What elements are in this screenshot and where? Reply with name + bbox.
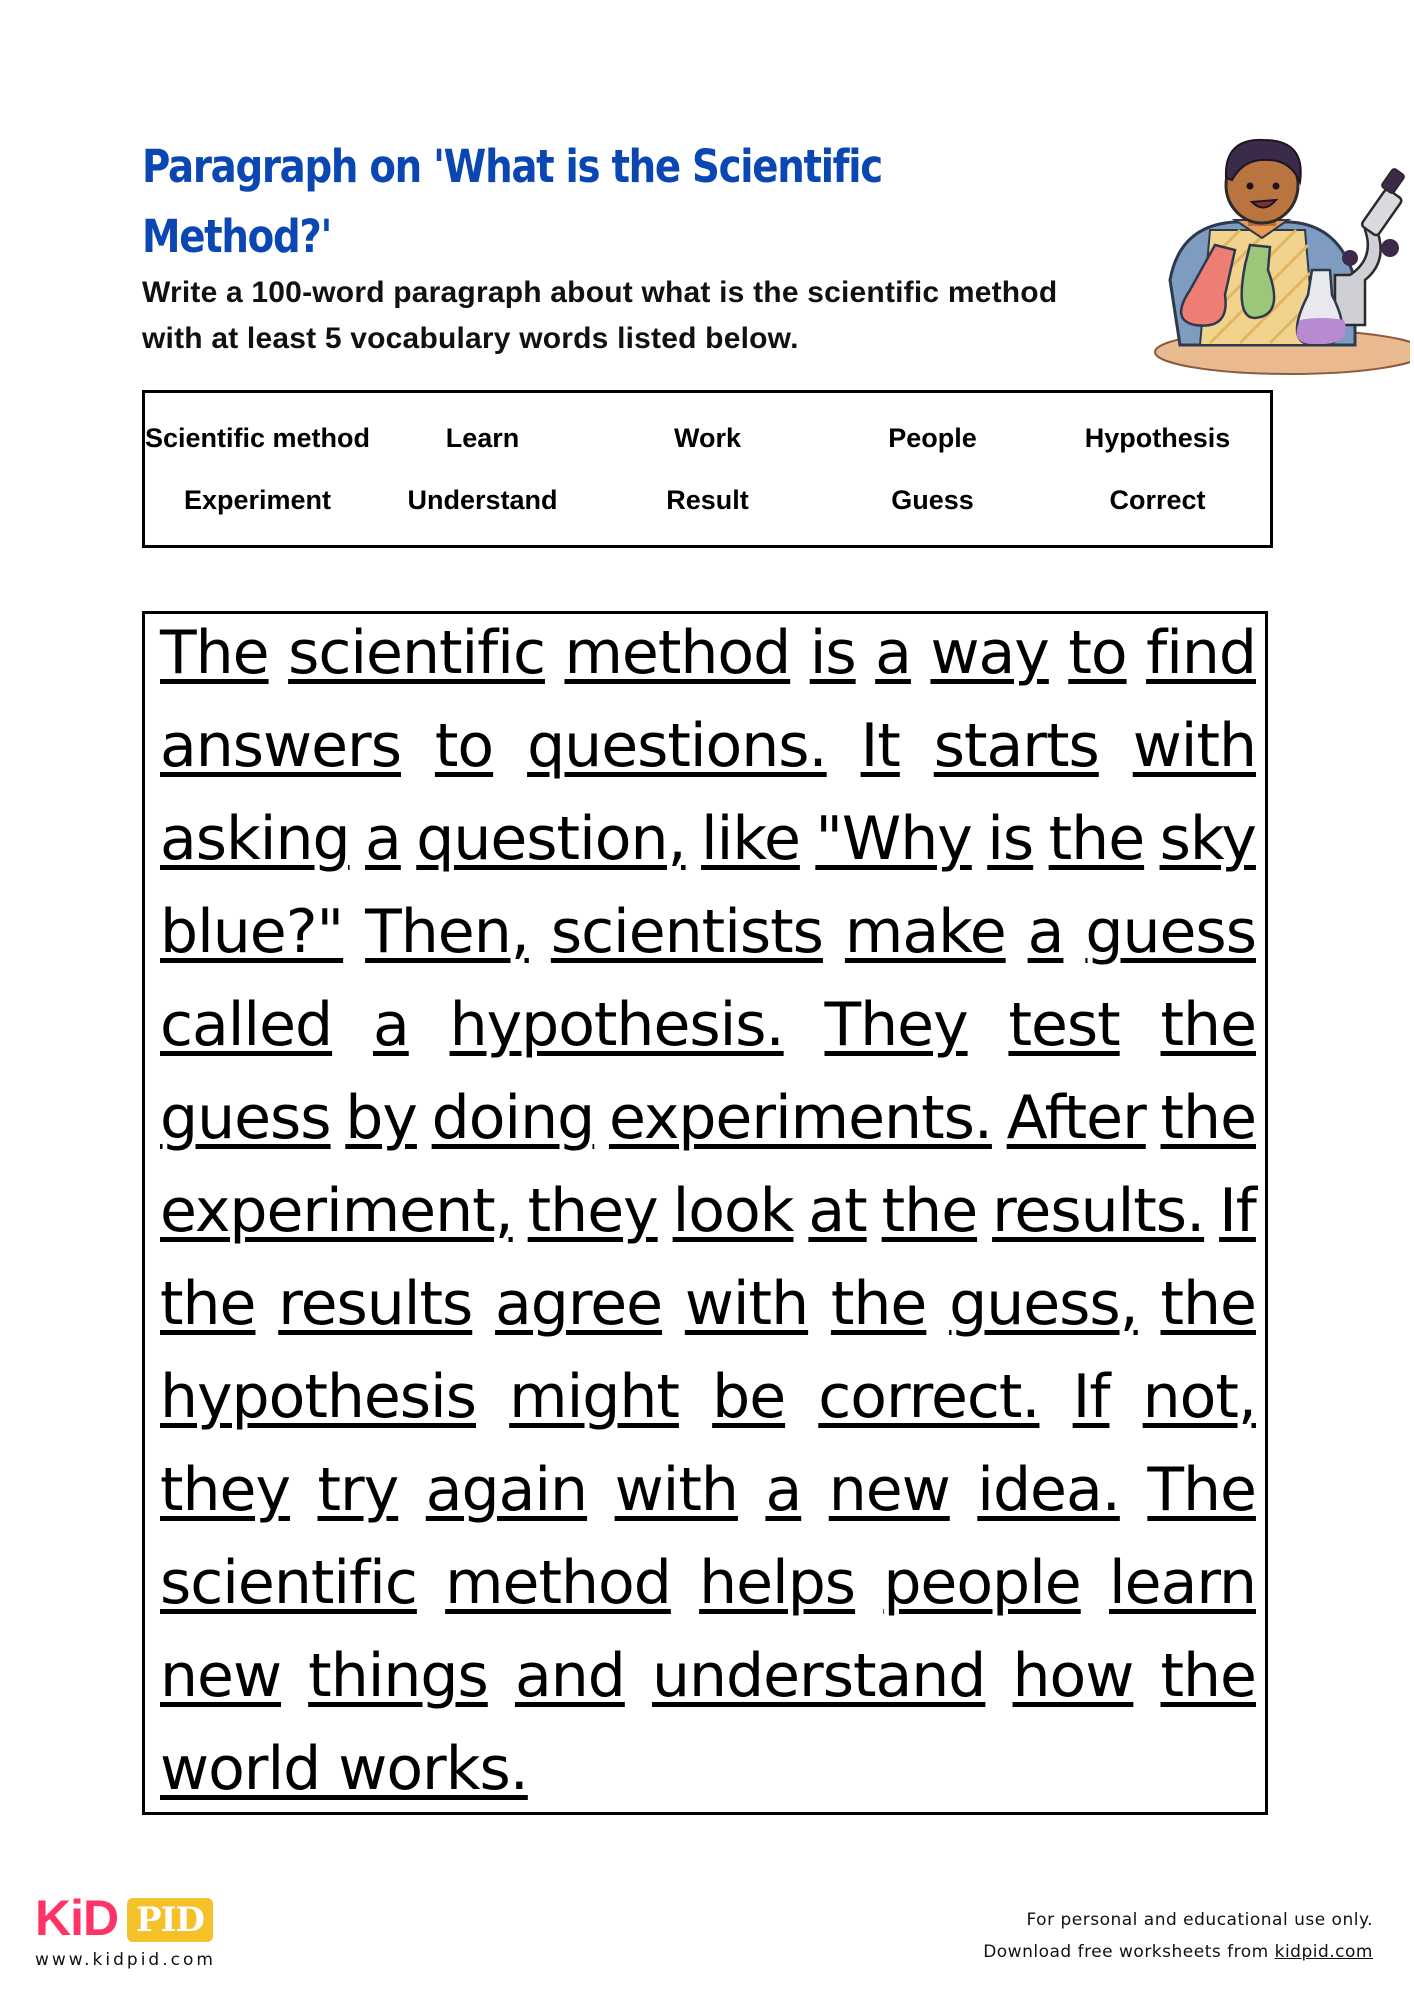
paragraph-word: again <box>425 1455 588 1525</box>
paragraph-word: doing <box>431 1083 595 1153</box>
paragraph-line <box>160 1548 1256 1641</box>
instructions <box>142 270 1142 362</box>
paragraph-word: a <box>365 804 401 874</box>
paragraph-line <box>160 897 1256 990</box>
paragraph-word: the <box>881 1176 978 1246</box>
scientist-illustration <box>1140 130 1410 385</box>
paragraph-word: helps <box>699 1548 856 1618</box>
paragraph-word: hypothesis. <box>449 990 784 1060</box>
vocab-word: Learn <box>445 423 520 453</box>
paragraph-word: with <box>684 1269 809 1339</box>
paragraph-word: Then, <box>365 897 529 967</box>
paragraph-word: starts <box>933 711 1099 781</box>
paragraph-word: asking <box>160 804 350 874</box>
paragraph-word: It <box>860 711 900 781</box>
paragraph-word: be <box>712 1362 786 1432</box>
paragraph-word: with <box>614 1455 738 1525</box>
vocabulary-grid <box>145 415 1270 523</box>
paragraph-word: experiment, <box>160 1176 513 1246</box>
paragraph-word: the <box>830 1269 927 1339</box>
paragraph-word: and <box>514 1641 625 1711</box>
paragraph-word: they <box>160 1455 290 1525</box>
vocab-word: Guess <box>891 485 974 515</box>
paragraph-word: correct. <box>818 1362 1040 1432</box>
paragraph-word: not, <box>1142 1362 1256 1432</box>
paragraph-line: world works. <box>160 1734 528 1804</box>
vocab-word: Understand <box>407 485 558 515</box>
footer-note-prefix: Download free worksheets from <box>983 1942 1275 1962</box>
paragraph-line <box>160 1362 1256 1455</box>
paragraph-word: guess <box>1085 897 1256 967</box>
paragraph-word: a <box>765 1455 802 1525</box>
paragraph-word: results <box>278 1269 473 1339</box>
paragraph-word: a <box>875 618 911 688</box>
title-line-1: Paragraph on 'What is the Scientific <box>142 140 882 193</box>
paragraph-line <box>160 1269 1256 1362</box>
paragraph-word: They <box>824 990 968 1060</box>
paragraph-word: The <box>1147 1455 1256 1525</box>
title-line-2: Method?' <box>142 210 332 263</box>
paragraph-word: things <box>308 1641 488 1711</box>
vocab-word: Correct <box>1109 485 1206 515</box>
paragraph-word: learn <box>1108 1548 1256 1618</box>
paragraph-line <box>160 1455 1256 1548</box>
paragraph-word: method <box>445 1548 671 1618</box>
scientist-icon <box>1140 130 1410 385</box>
paragraph-text <box>160 618 1256 1827</box>
paragraph-word: called <box>160 990 333 1060</box>
footer-note <box>983 1904 1373 1968</box>
paragraph-word: results. <box>992 1176 1205 1246</box>
instructions-line-2: with at least 5 vocabulary words listed below. <box>142 322 799 355</box>
paragraph-word: guess <box>160 1083 331 1153</box>
paragraph-box <box>142 611 1268 1815</box>
paragraph-word: they <box>527 1176 658 1246</box>
paragraph-line <box>160 1083 1256 1176</box>
page-title <box>142 132 899 272</box>
instructions-line-1: Write a 100-word paragraph about what is the scientific method <box>142 276 1058 309</box>
paragraph-word: new <box>160 1641 282 1711</box>
paragraph-word: understand <box>651 1641 986 1711</box>
footer-note-line-1: For personal and educational use only. <box>1026 1910 1373 1930</box>
paragraph-line <box>160 1176 1256 1269</box>
paragraph-line <box>160 1641 1256 1734</box>
paragraph-word: method <box>564 618 791 688</box>
vocab-word: Scientific method <box>145 423 371 453</box>
paragraph-word: might <box>509 1362 679 1432</box>
paragraph-word: After <box>1006 1083 1146 1153</box>
paragraph-word: test <box>1008 990 1120 1060</box>
vocab-word: Hypothesis <box>1084 423 1231 453</box>
paragraph-line <box>160 618 1256 711</box>
vocabulary-box <box>142 390 1273 548</box>
kidpid-link[interactable]: kidpid.com <box>1274 1942 1373 1962</box>
paragraph-line <box>160 711 1256 804</box>
paragraph-word: scientific <box>160 1548 417 1618</box>
paragraph-word: new <box>828 1455 950 1525</box>
paragraph-word: experiments. <box>608 1083 992 1153</box>
paragraph-word: the <box>1160 1641 1256 1711</box>
paragraph-word: is <box>809 618 856 688</box>
paragraph-word: guess, <box>949 1269 1138 1339</box>
paragraph-word: The <box>160 618 269 688</box>
paragraph-word: the <box>1160 990 1256 1060</box>
paragraph-word: how <box>1012 1641 1134 1711</box>
paragraph-word: with <box>1132 711 1256 781</box>
vocab-word: Result <box>666 485 749 515</box>
paragraph-word: scientific <box>288 618 545 688</box>
paragraph-word: people <box>883 1548 1081 1618</box>
vocab-word: Work <box>674 423 742 453</box>
paragraph-line <box>160 804 1256 897</box>
footer-note-line-2 <box>983 1936 1373 1968</box>
paragraph-word: find <box>1146 618 1256 688</box>
paragraph-word: sky <box>1159 804 1256 874</box>
paragraph-word: blue?" <box>160 897 344 967</box>
vocab-word: Experiment <box>183 485 332 515</box>
paragraph-word: look <box>672 1176 794 1246</box>
paragraph-word: make <box>844 897 1006 967</box>
paragraph-word: by <box>345 1083 417 1153</box>
logo-url: www.kidpid.com <box>35 1950 216 1970</box>
paragraph-word: answers <box>160 711 401 781</box>
paragraph-word: If <box>1219 1176 1256 1246</box>
paragraph-word: questions. <box>527 711 827 781</box>
paragraph-word: idea. <box>977 1455 1120 1525</box>
paragraph-word: a <box>1027 897 1064 967</box>
kidpid-logo <box>35 1890 235 1980</box>
paragraph-word: the <box>160 1269 256 1339</box>
paragraph-word: scientists <box>550 897 823 967</box>
paragraph-word: the <box>1160 1269 1256 1339</box>
paragraph-word: a <box>372 990 409 1060</box>
paragraph-word: "Why <box>815 804 972 874</box>
paragraph-word: is <box>987 804 1034 874</box>
paragraph-word: to <box>1068 618 1127 688</box>
paragraph-word: hypothesis <box>160 1362 476 1432</box>
paragraph-word: way <box>930 618 1049 688</box>
paragraph-word: like <box>701 804 800 874</box>
vocab-word: People <box>888 423 977 453</box>
paragraph-word: the <box>1160 1083 1256 1153</box>
logo-pid-badge: PID <box>127 1898 213 1942</box>
paragraph-word: try <box>317 1455 399 1525</box>
paragraph-line <box>160 990 1256 1083</box>
paragraph-word: to <box>434 711 494 781</box>
paragraph-word: agree <box>495 1269 663 1339</box>
paragraph-word: at <box>808 1176 867 1246</box>
paragraph-word: If <box>1072 1362 1110 1432</box>
paragraph-word: the <box>1048 804 1145 874</box>
paragraph-word: question, <box>416 804 686 874</box>
logo-kid-text: KiD <box>35 1890 119 1946</box>
